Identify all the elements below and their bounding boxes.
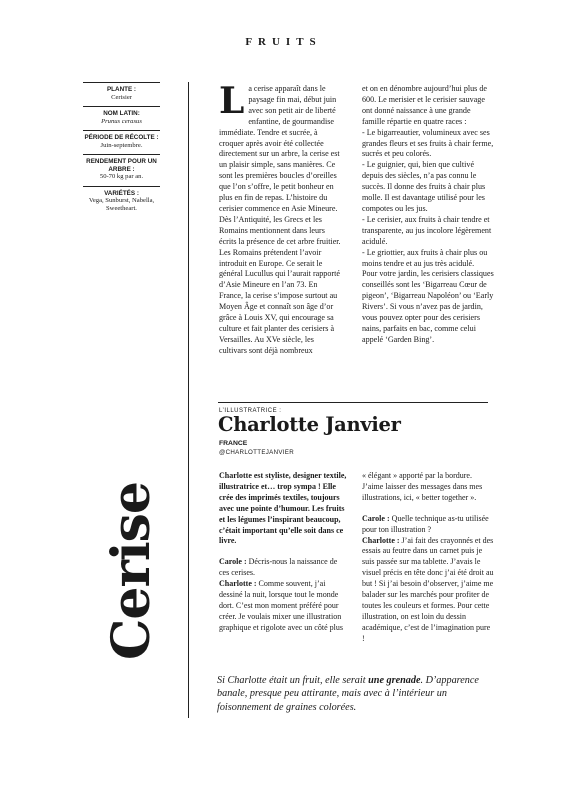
article-paragraph: Pour votre jardin, les cerisiers classiques conseillés sont les ‘Bigarreau Cœur de pigeon’, ‘Bigarreau Napoléon’ ou ‘Early Rivers’. Si vous n’avez pas de jardin, vous pouvez opter pour des cerisiers nains, parfaits en bac, comme celui appelé ‘Garden Bing’. — [362, 269, 494, 344]
answer-text: J’ai fait des crayonnés et des essais au feutre dans un carnet puis je suis passée sur ma tablette. J’avais le visuel précis en tête donc j’ai été droit au but ! Si j’ai besoin d’observer, j’aime me balader sur les marchés pour profiter de toutes les couleurs et formes. Pour cette illustration, on est loin du dessin académique, c’est de l’imagination pure ! — [362, 535, 494, 643]
speaker-name: Carole : — [362, 513, 390, 523]
fact-value: Vega, Sunburst, Nabella, Sweetheart. — [88, 197, 155, 212]
section-header: FRUITS — [245, 36, 322, 48]
answer-text: Comme souvent, j’ai dessiné la nuit, lorsque tout le monde dort. C’est mon moment préféré pour créer. Je voulais mixer une illustration graphique et rigolote avec un côté plus — [219, 579, 343, 632]
plant-facts-sidebar — [83, 82, 160, 218]
fact-varieties — [83, 186, 160, 218]
fact-label: PLANTE : — [106, 86, 137, 93]
article-column-2 — [362, 84, 494, 346]
article-paragraph: - Le bigarreautier, volumineux avec ses grandes fleurs et ses fruits à chair ferme, sucrés et peu colorés. — [362, 127, 494, 159]
illustrator-handle: @CHARLOTTEJANVIER — [219, 449, 294, 456]
illustrator-name: Charlotte Janvier — [218, 413, 401, 436]
article-paragraph: - Le griottier, aux fruits à chair plus ou moins tendre et au jus très acidulé. — [362, 247, 488, 268]
illustrator-label: L’ILLUSTRATRICE : — [219, 408, 282, 414]
article-column-1 — [219, 80, 343, 357]
article-paragraph: et on en dénombre aujourd’hui plus de 600. Le merisier et le cerisier sauvage ont donné naissance à une grande famille répartie en quatre races : — [362, 84, 487, 126]
quote-emphasis: une grenade — [368, 675, 421, 686]
interview-answer — [219, 579, 347, 634]
illustrator-country: FRANCE — [219, 440, 248, 447]
interview-column-2 — [362, 471, 494, 645]
interview-question — [219, 557, 347, 579]
fact-yield — [83, 154, 160, 186]
quote-text: Si Charlotte était un fruit, elle serait — [217, 675, 369, 686]
fact-value: Cerisier — [111, 93, 132, 101]
article-paragraph: - Le cerisier, aux fruits à chair tendre et transparente, au jus incolore légèrement acidulé. — [362, 214, 492, 246]
quote-text: . D’apparence banale, presque peu attirante, mais avec à l’intérieur un foisonnement de graines colorées. — [217, 675, 479, 713]
interview-column-1 — [219, 471, 347, 634]
fact-harvest — [83, 130, 160, 154]
fact-label: NOM LATIN: — [103, 110, 140, 118]
pull-quote — [217, 674, 497, 714]
question-text: Quelle technique as-tu utilisée pour ton illustration ? — [362, 513, 489, 534]
fact-label: VARIÉTÉS : — [104, 189, 139, 197]
fact-value: 50-70 kg par an. — [99, 173, 144, 181]
speaker-name: Charlotte : — [219, 579, 257, 589]
speaker-name: Carole : — [219, 557, 247, 567]
fact-label: RENDEMENT POUR UN ARBRE : — [86, 158, 157, 173]
question-text: Décris-nous la naissance de ces cerises. — [219, 557, 338, 578]
interview-answer — [362, 536, 494, 645]
article-paragraph: - Le guignier, qui, bien que cultivé depuis des siècles, n’a pas connu le succès. Il donne des fruits à chair plus molle. Il est davantage utilisé pour les compotes ou les jus. — [362, 160, 486, 213]
article-paragraph: a cerise apparaît dans le paysage fin mai, début juin avec son petit air de liberté enfantine, de gourmandise immédiate. Tendre et sucrée, à croquer après avoir été collectée directement sur un arbre, la cerise est un plaisir simple, sans manières. Ce sont les premières boucles d’oreilles que l’on s’offre, le petit bonheur en plus en fin de repas. L’histoire du cerisier commence en Asie Mineure. Dès l’Antiquité, les Grecs et les Romains mentionnent dans leurs écrits la présence de cet arbre fruitier. Les Romains prétendent l’avoir introduit en Europe. Ce serait le général Lucullus qui l’aurait rapporté d’Asie Mineure en l’an 73. En France, la cerise s’impose surtout au Moyen Âge et connaît son âge d’or grâce à Louis XV, qui encourage sa culture et fait planter des cerisiers à Versailles. Au XVe siècle, les cultivars sont déjà nombreux — [219, 84, 341, 355]
section-divider — [218, 402, 488, 403]
interview-question — [362, 514, 494, 536]
fact-plant — [83, 82, 160, 106]
interview-answer-continued: « élégant » apporté par la bordure. J’aime laisser des messages dans mes illustrations, ici, « better together ». — [362, 471, 483, 502]
fact-latin-name — [83, 106, 160, 130]
fact-value: Juin-septembre. — [100, 141, 143, 149]
vertical-divider — [188, 82, 189, 718]
speaker-name: Charlotte : — [362, 535, 400, 545]
fact-value: Prunus cerasus — [101, 117, 142, 125]
interview-intro: Charlotte est styliste, designer textile, illustratrice et… trop sympa ! Elle crée des imprimés textiles, toujours avec une pointe d’humour. Les fruits et les légumes l’inspirant beaucoup, c’était important qu’elle soit dans ce livre. — [219, 471, 347, 546]
fact-label: PÉRIODE DE RÉCOLTE : — [84, 134, 159, 142]
drop-cap: L — [219, 80, 245, 122]
fruit-title: Cerise — [101, 482, 162, 660]
